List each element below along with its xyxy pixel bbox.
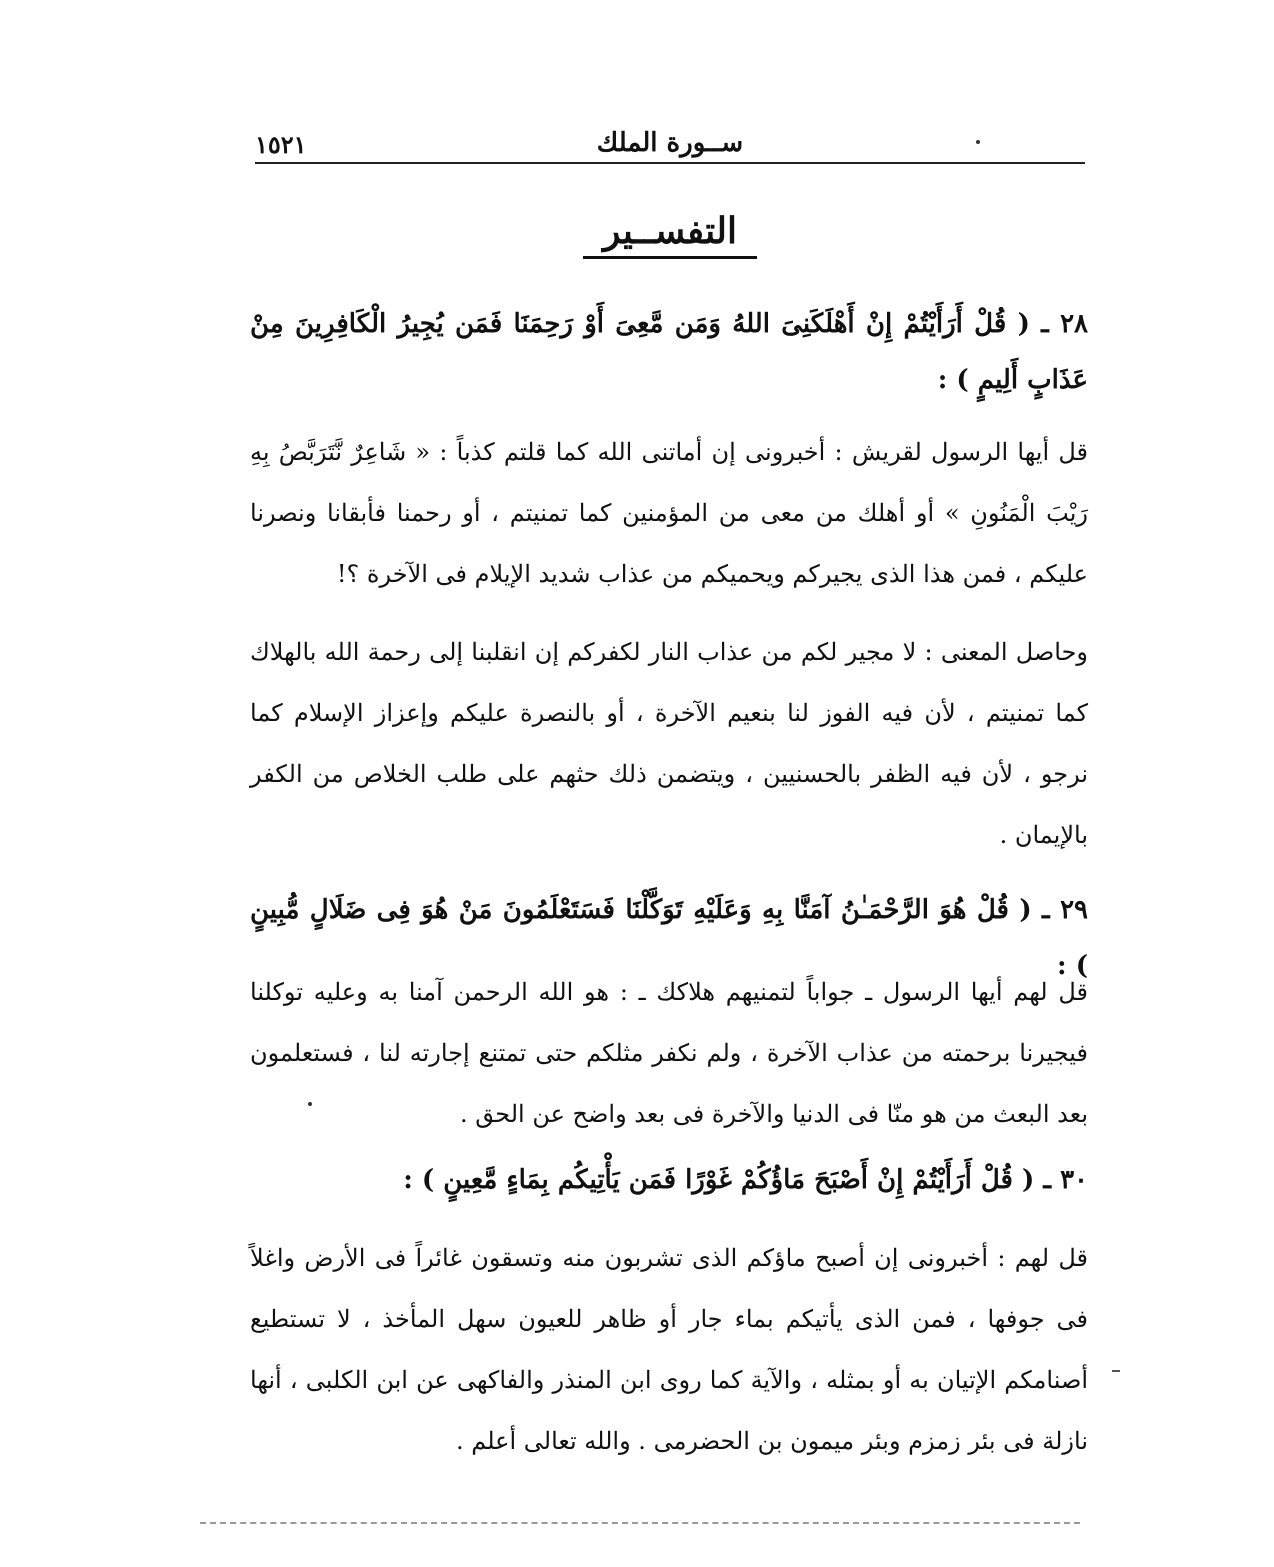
verse-28: ٢٨ ـ ( قُلْ أَرَأَيْتُمْ إِنْ أَهْلَكَنِىَ اللهُ وَمَن مَّعِىَ أَوْ رَحِمَنَا فَمَن يُجِيرُ الْكَافِرِينَ مِنْ عَذَابٍ أَلِيمٍ ) :: [250, 309, 1088, 395]
scan-speck: [976, 140, 980, 144]
section-title: [255, 210, 1085, 252]
scan-speck: [1112, 1370, 1120, 1372]
section-title-text: التفســير: [583, 210, 757, 259]
header-divider: [255, 162, 1085, 164]
commentary-paragraph: وحاصل المعنى : لا مجير لكم من عذاب النار لكفركم إن انقلبنا إلى رحمة الله بالهلاك كما تمنيتم ، لأن فيه الفوز لنا بنعيم الآخرة ، أو بالنصرة عليكم وإعزاز الإسلام كما نرجو ، لأن فيه الظفر بالحسنيين ، ويتضمن ذلك حثهم على طلب الخلاص من الكفر بالإيمان .: [250, 638, 1089, 849]
scan-speck: [308, 1102, 312, 1106]
commentary-paragraph: قل لهم أيها الرسول ـ جواباً لتمنيهم هلاكك ـ : هو الله الرحمن آمنا به وعليه توكلنا فيجيرنا برحمته من عذاب الآخرة ، ولم نكفر مثلكم حتى تمتنع إجارته لنا ، فستعلمون بعد البعث من هو منّا فى الدنيا والآخرة فى بعد واضح عن الحق .: [250, 978, 1088, 1128]
verse-29: ٢٩ ـ ( قُلْ هُوَ الرَّحْمَـٰنُ آمَنَّا بِهِ وَعَلَيْهِ تَوَكَّلْنَا فَسَتَعْلَمُونَ مَنْ هُوَ فِى ضَلَالٍ مُّبِينٍ ) :: [250, 895, 1088, 981]
commentary-paragraph: قل أيها الرسول لقريش : أخبرونى إن أماتنى الله كما قلتم كذباً : « شَاعِرٌ نَّتَرَبَّصُ بِهِ رَيْبَ الْمَنُونِ » أو أهلك من معى من المؤمنين كما تمنيتم ، أو رحمنا فأبقانا ونصرنا عليكم ، فمن هذا الذى يجيركم ويحميكم من عذاب شديد الإيلام فى الآخرة ؟!: [250, 438, 1088, 588]
verse-30: ٣٠ ـ ( قُلْ أَرَأَيْتُمْ إِنْ أَصْبَحَ مَاؤُكُمْ غَوْرًا فَمَن يَأْتِيكُم بِمَاءٍ مَّعِينٍ ) :: [403, 1165, 1088, 1195]
page-header: [255, 124, 1085, 164]
commentary-paragraph: قل لهم : أخبرونى إن أصبح ماؤكم الذى تشربون منه وتسقون غائراً فى الأرض واغلاً فى جوفها ، فمن الذى يأتيكم بماء جار أو ظاهر للعيون سهل المأخذ ، لا تستطيع أصنامكم الإتيان به أو بمثله ، والآية كما روى ابن المنذر والفاكهى عن ابن الكلبى ، أنها نازلة فى بئر زمزم وبئر ميمون بن الحضرمى . والله تعالى أعلم .: [250, 1244, 1088, 1455]
bottom-edge-rule: [200, 1522, 1080, 1524]
surah-title: ســورة الملك: [596, 128, 744, 158]
page-number: ١٥٢١: [255, 130, 307, 159]
